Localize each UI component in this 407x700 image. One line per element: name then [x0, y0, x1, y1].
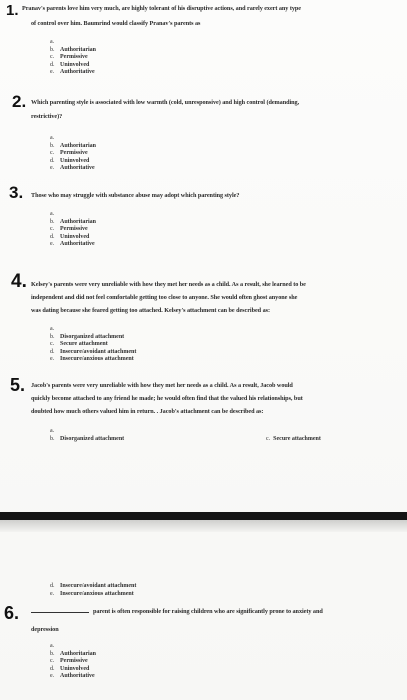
- question-text-line: Those who may struggle with substance abuse may adopt which parenting style?: [31, 192, 240, 199]
- option-list: [50, 643, 96, 681]
- question-text-line: Kelsey's parents were very unreliable with how they met her needs as a child. As a result, she learned to be: [31, 281, 306, 288]
- option-list-continued: [50, 583, 136, 598]
- question-number: 4.: [11, 271, 27, 292]
- page-fold-band: [0, 512, 407, 520]
- option-a[interactable]: a.: [50, 643, 55, 649]
- option-e[interactable]: e. Authoritative: [50, 165, 95, 172]
- question-number: 6.: [4, 603, 20, 623]
- option-c[interactable]: c. Permissive: [50, 226, 88, 233]
- page-fold-shadow: [0, 520, 407, 532]
- option-b[interactable]: b. Authoritarian: [50, 218, 96, 225]
- question-number: 3.: [9, 183, 24, 202]
- option-e[interactable]: e. Authoritative: [50, 673, 95, 680]
- question-text-line: depression: [31, 626, 59, 633]
- option-b[interactable]: b. Authoritarian: [50, 142, 96, 149]
- option-a[interactable]: a.: [50, 135, 55, 141]
- option-d[interactable]: d. Insecure/avoidant attachment: [50, 583, 137, 589]
- option-c[interactable]: c. Permissive: [50, 658, 88, 665]
- question-text-line: was dating because she feared getting too attached. Kelsey's attachment can be described as:: [31, 307, 270, 314]
- question-text-line: of control over him. Baumrind would classify Pranav's parents as: [31, 20, 201, 27]
- option-b[interactable]: b. Disorganized attachment: [50, 333, 125, 340]
- option-e[interactable]: e. Authoritative: [50, 241, 95, 248]
- option-a[interactable]: a.: [50, 428, 55, 434]
- option-c[interactable]: c. Permissive: [50, 54, 88, 61]
- option-d[interactable]: d. Uninvolved: [50, 665, 90, 672]
- option-a[interactable]: a.: [50, 326, 55, 332]
- option-e[interactable]: e. Insecure/anxious attachment: [50, 590, 134, 597]
- question-text-line: [31, 606, 323, 617]
- option-e[interactable]: e. Insecure/anxious attachment: [50, 356, 134, 363]
- option-a[interactable]: a.: [50, 39, 55, 45]
- question-text-line: doubted how much others valued him in return. . Jacob's attachment can be described as:: [31, 408, 264, 415]
- option-e[interactable]: e. Authoritative: [50, 69, 95, 76]
- option-list: [50, 211, 96, 249]
- question-text-line: independent and did not feel comfortable getting too close to anyone. She would often ghost anyone she: [31, 294, 298, 301]
- option-b[interactable]: b. Authoritarian: [50, 650, 96, 657]
- option-list: [50, 326, 136, 364]
- option-d[interactable]: d. Uninvolved: [50, 157, 90, 164]
- option-list: [50, 39, 96, 77]
- option-d[interactable]: d. Insecure/avoidant attachment: [50, 348, 137, 355]
- option-c[interactable]: c. Secure attachment: [50, 341, 108, 348]
- option-b[interactable]: b. Authoritarian: [50, 46, 96, 53]
- question-number: 1.: [6, 2, 19, 19]
- answer-blank[interactable]: [31, 606, 89, 613]
- question-text-line: Jacob's parents were very unreliable with how they met her needs as a child. As a result, Jacob would: [31, 382, 293, 389]
- question-text-line: Which parenting style is associated with low warmth (cold, unresponsive) and high control (demanding,: [31, 99, 300, 106]
- question-number: 5.: [10, 375, 26, 395]
- option-c[interactable]: c. Permissive: [50, 150, 88, 157]
- question-text-line: restrictive)?: [31, 113, 63, 120]
- option-d[interactable]: d. Uninvolved: [50, 61, 90, 68]
- option-b[interactable]: b. Disorganized attachment: [50, 435, 125, 442]
- option-a[interactable]: a.: [50, 211, 55, 217]
- question-text-line: quickly become attached to any friend he made; he would often find that the valued his relationships, but: [31, 395, 303, 402]
- question-text-line: Pranav's parents love him very much, are highly tolerant of his disruptive actions, and rarely exert any type: [22, 5, 301, 12]
- option-list: [50, 428, 124, 443]
- option-c[interactable]: c. Secure attachment: [266, 436, 321, 442]
- question-number: 2.: [12, 92, 27, 111]
- question-text: parent is often responsible for raising children who are significantly prone to anxiety and: [93, 608, 323, 615]
- option-list: [50, 135, 96, 173]
- option-d[interactable]: d. Uninvolved: [50, 233, 90, 240]
